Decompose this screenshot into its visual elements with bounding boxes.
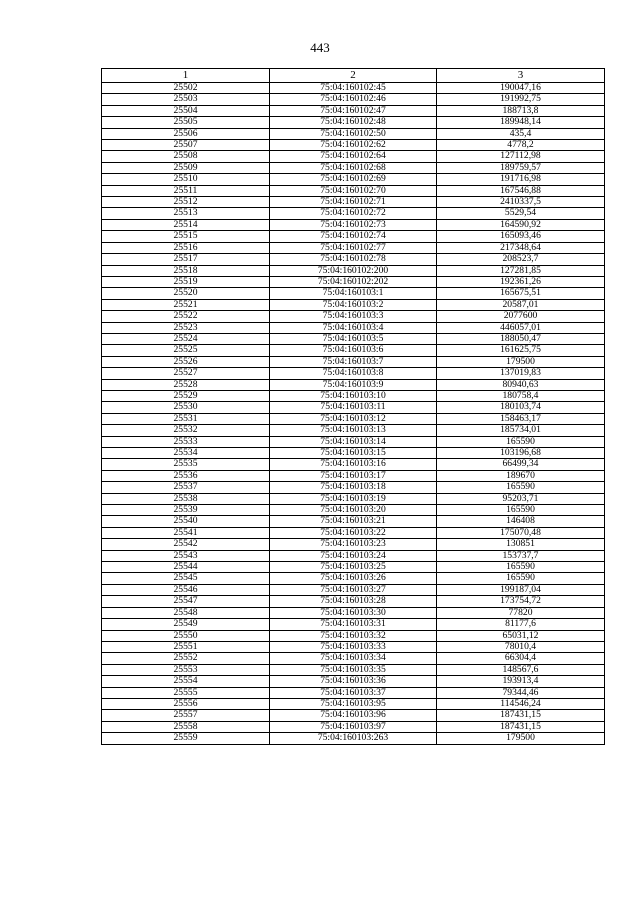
table-row: [102, 687, 605, 698]
table-header: [102, 69, 605, 83]
table-cell: 78010,4: [437, 641, 605, 652]
table-row: [102, 390, 605, 401]
table-cell: 25539: [102, 505, 270, 516]
table-cell: 25549: [102, 619, 270, 630]
table-row: [102, 505, 605, 516]
table-cell: 180758,4: [437, 390, 605, 401]
table-cell: 158463,17: [437, 413, 605, 424]
table-cell: 137019,83: [437, 368, 605, 379]
table-row: [102, 140, 605, 151]
table-cell: 188050,47: [437, 333, 605, 344]
table-cell: 75:04:160102:74: [270, 231, 437, 242]
table-cell: 25511: [102, 185, 270, 196]
table-row: [102, 345, 605, 356]
table-cell: 187431,15: [437, 721, 605, 732]
table-cell: 25529: [102, 390, 270, 401]
table-cell: 114546,24: [437, 698, 605, 709]
table-cell: 25507: [102, 140, 270, 151]
table-cell: 130851: [437, 539, 605, 550]
table-row: [102, 105, 605, 116]
table-cell: 25505: [102, 117, 270, 128]
table-row: [102, 94, 605, 105]
table-row: [102, 197, 605, 208]
table-cell: 25547: [102, 596, 270, 607]
table-cell: 25517: [102, 254, 270, 265]
table-row: [102, 288, 605, 299]
table-cell: 25528: [102, 379, 270, 390]
table-cell: 25534: [102, 448, 270, 459]
table-row: [102, 425, 605, 436]
table-cell: 25521: [102, 299, 270, 310]
table-cell: 25531: [102, 413, 270, 424]
table-cell: 25530: [102, 402, 270, 413]
table-cell: 75:04:160103:32: [270, 630, 437, 641]
table-cell: 25535: [102, 459, 270, 470]
table-cell: 75:04:160103:21: [270, 516, 437, 527]
table-cell: 25509: [102, 162, 270, 173]
table-row: [102, 413, 605, 424]
table-cell: 75:04:160102:45: [270, 83, 437, 94]
table-body: [102, 83, 605, 745]
table-cell: 25546: [102, 584, 270, 595]
table-cell: 127112,98: [437, 151, 605, 162]
table-cell: 192361,26: [437, 276, 605, 287]
column-header: 3: [437, 69, 605, 83]
table-cell: 4778,2: [437, 140, 605, 151]
table-row: [102, 402, 605, 413]
column-header: 2: [270, 69, 437, 83]
table-cell: 75:04:160103:30: [270, 607, 437, 618]
table-cell: 435,4: [437, 128, 605, 139]
table-row: [102, 721, 605, 732]
table-cell: 75:04:160103:17: [270, 470, 437, 481]
table-cell: 75:04:160103:26: [270, 573, 437, 584]
table-cell: 75:04:160103:18: [270, 482, 437, 493]
table-cell: 75:04:160103:27: [270, 584, 437, 595]
table-row: [102, 151, 605, 162]
table-cell: 103196,68: [437, 448, 605, 459]
table-cell: 80940,63: [437, 379, 605, 390]
table-cell: 165093,46: [437, 231, 605, 242]
table-cell: 25559: [102, 733, 270, 744]
table-cell: 25537: [102, 482, 270, 493]
table-cell: 75:04:160103:25: [270, 562, 437, 573]
table-cell: 75:04:160102:71: [270, 197, 437, 208]
table-row: [102, 573, 605, 584]
table-row: [102, 322, 605, 333]
table-cell: 75:04:160102:78: [270, 254, 437, 265]
table-row: [102, 128, 605, 139]
table-cell: 25557: [102, 710, 270, 721]
table-cell: 25532: [102, 425, 270, 436]
table-row: [102, 219, 605, 230]
table-cell: 180103,74: [437, 402, 605, 413]
table-row: [102, 664, 605, 675]
table-cell: 75:04:160103:19: [270, 493, 437, 504]
table-row: [102, 356, 605, 367]
table-cell: 75:04:160103:16: [270, 459, 437, 470]
table-row: [102, 185, 605, 196]
table-cell: 25504: [102, 105, 270, 116]
table-cell: 25550: [102, 630, 270, 641]
table-cell: 190047,16: [437, 83, 605, 94]
table-row: [102, 368, 605, 379]
table-row: [102, 562, 605, 573]
table-row: [102, 584, 605, 595]
table-cell: 25518: [102, 265, 270, 276]
table-row: [102, 607, 605, 618]
table-cell: 165590: [437, 573, 605, 584]
table-cell: 75:04:160102:46: [270, 94, 437, 105]
table-row: [102, 527, 605, 538]
table-cell: 25536: [102, 470, 270, 481]
table-cell: 25516: [102, 242, 270, 253]
table-cell: 189759,57: [437, 162, 605, 173]
table-cell: 75:04:160103:8: [270, 368, 437, 379]
table-row: [102, 596, 605, 607]
table-cell: 217348,64: [437, 242, 605, 253]
table-cell: 75:04:160103:13: [270, 425, 437, 436]
table-cell: 208523,7: [437, 254, 605, 265]
table-cell: 75:04:160103:10: [270, 390, 437, 401]
table-cell: 95203,71: [437, 493, 605, 504]
table-cell: 165590: [437, 436, 605, 447]
table-cell: 191992,75: [437, 94, 605, 105]
table-row: [102, 539, 605, 550]
table-row: [102, 276, 605, 287]
table-row: [102, 379, 605, 390]
table-cell: 25551: [102, 641, 270, 652]
table-row: [102, 619, 605, 630]
table-row: [102, 630, 605, 641]
table-cell: 75:04:160102:77: [270, 242, 437, 253]
table-cell: 187431,15: [437, 710, 605, 721]
table-cell: 25523: [102, 322, 270, 333]
table-cell: 25503: [102, 94, 270, 105]
table-row: [102, 459, 605, 470]
table-cell: 75:04:160103:36: [270, 676, 437, 687]
table-cell: 25520: [102, 288, 270, 299]
table-cell: 173754,72: [437, 596, 605, 607]
table-cell: 75:04:160103:7: [270, 356, 437, 367]
table-cell: 25555: [102, 687, 270, 698]
table-cell: 25513: [102, 208, 270, 219]
table-cell: 75:04:160102:50: [270, 128, 437, 139]
table-row: [102, 698, 605, 709]
table-cell: 25527: [102, 368, 270, 379]
table-cell: 75:04:160102:64: [270, 151, 437, 162]
table-row: [102, 242, 605, 253]
table-cell: 75:04:160102:62: [270, 140, 437, 151]
table-cell: 75:04:160103:31: [270, 619, 437, 630]
table-row: [102, 653, 605, 664]
table-cell: 75:04:160103:15: [270, 448, 437, 459]
table-cell: 25554: [102, 676, 270, 687]
table-cell: 25538: [102, 493, 270, 504]
table-cell: 25548: [102, 607, 270, 618]
table-cell: 25524: [102, 333, 270, 344]
table-row: [102, 493, 605, 504]
table-cell: 165590: [437, 482, 605, 493]
table-cell: 75:04:160103:4: [270, 322, 437, 333]
table-cell: 25558: [102, 721, 270, 732]
table-row: [102, 311, 605, 322]
table-cell: 25512: [102, 197, 270, 208]
table-cell: 165590: [437, 505, 605, 516]
table-cell: 25553: [102, 664, 270, 675]
table-cell: 75:04:160103:263: [270, 733, 437, 744]
header-row: [102, 69, 605, 83]
table-cell: 79344,46: [437, 687, 605, 698]
table-cell: 75:04:160103:12: [270, 413, 437, 424]
table-row: [102, 174, 605, 185]
table-cell: 153737,7: [437, 550, 605, 561]
table-cell: 75:04:160103:33: [270, 641, 437, 652]
table-cell: 75:04:160102:48: [270, 117, 437, 128]
table-cell: 5529,54: [437, 208, 605, 219]
table-cell: 75:04:160103:3: [270, 311, 437, 322]
table-cell: 75:04:160103:28: [270, 596, 437, 607]
table-cell: 2410337,5: [437, 197, 605, 208]
table-cell: 75:04:160102:68: [270, 162, 437, 173]
table-cell: 185734,01: [437, 425, 605, 436]
table-row: [102, 333, 605, 344]
table-cell: 25515: [102, 231, 270, 242]
table-cell: 167546,88: [437, 185, 605, 196]
table-cell: 189670: [437, 470, 605, 481]
table-cell: 25508: [102, 151, 270, 162]
table-row: [102, 83, 605, 94]
table-cell: 77820: [437, 607, 605, 618]
table-row: [102, 470, 605, 481]
table-cell: 75:04:160103:20: [270, 505, 437, 516]
table-cell: 25514: [102, 219, 270, 230]
table-cell: 148567,6: [437, 664, 605, 675]
table-cell: 75:04:160102:69: [270, 174, 437, 185]
table-cell: 75:04:160103:5: [270, 333, 437, 344]
table-cell: 127281,85: [437, 265, 605, 276]
table-cell: 146408: [437, 516, 605, 527]
table-cell: 165675,51: [437, 288, 605, 299]
table-cell: 75:04:160103:34: [270, 653, 437, 664]
table-cell: 65031,12: [437, 630, 605, 641]
table-cell: 25519: [102, 276, 270, 287]
table-cell: 25510: [102, 174, 270, 185]
table-row: [102, 231, 605, 242]
table-row: [102, 265, 605, 276]
table-cell: 25544: [102, 562, 270, 573]
table-cell: 75:04:160102:47: [270, 105, 437, 116]
data-table: [101, 68, 605, 745]
column-header: 1: [102, 69, 270, 83]
table-cell: 188713,8: [437, 105, 605, 116]
table-cell: 75:04:160102:73: [270, 219, 437, 230]
table-row: [102, 208, 605, 219]
table-cell: 66304,4: [437, 653, 605, 664]
table-cell: 25543: [102, 550, 270, 561]
table-cell: 75:04:160103:97: [270, 721, 437, 732]
table-row: [102, 550, 605, 561]
table-row: [102, 710, 605, 721]
table-row: [102, 733, 605, 744]
table-cell: 75:04:160103:96: [270, 710, 437, 721]
table-cell: 189948,14: [437, 117, 605, 128]
table-cell: 25552: [102, 653, 270, 664]
table-cell: 75:04:160103:22: [270, 527, 437, 538]
table-cell: 25545: [102, 573, 270, 584]
table-cell: 25556: [102, 698, 270, 709]
table-cell: 161625,75: [437, 345, 605, 356]
table-cell: 191716,98: [437, 174, 605, 185]
table-cell: 25525: [102, 345, 270, 356]
table-row: [102, 299, 605, 310]
table-cell: 179500: [437, 733, 605, 744]
table-row: [102, 482, 605, 493]
table-row: [102, 676, 605, 687]
table-cell: 75:04:160103:95: [270, 698, 437, 709]
table-cell: 75:04:160103:35: [270, 664, 437, 675]
table-cell: 75:04:160103:24: [270, 550, 437, 561]
table-cell: 25522: [102, 311, 270, 322]
table-cell: 81177,6: [437, 619, 605, 630]
table-cell: 75:04:160103:11: [270, 402, 437, 413]
table-row: [102, 436, 605, 447]
table-cell: 164590,92: [437, 219, 605, 230]
table-row: [102, 641, 605, 652]
table-cell: 25541: [102, 527, 270, 538]
table-row: [102, 516, 605, 527]
table-cell: 66499,34: [437, 459, 605, 470]
table-cell: 75:04:160102:200: [270, 265, 437, 276]
table-row: [102, 162, 605, 173]
table-cell: 75:04:160103:1: [270, 288, 437, 299]
table-cell: 75:04:160102:70: [270, 185, 437, 196]
table-cell: 75:04:160103:37: [270, 687, 437, 698]
table-cell: 165590: [437, 562, 605, 573]
table-row: [102, 117, 605, 128]
table-cell: 179500: [437, 356, 605, 367]
table-cell: 75:04:160103:2: [270, 299, 437, 310]
table-cell: 20587,01: [437, 299, 605, 310]
table-cell: 2077600: [437, 311, 605, 322]
table-cell: 75:04:160103:6: [270, 345, 437, 356]
table-cell: 25540: [102, 516, 270, 527]
table-cell: 75:04:160103:23: [270, 539, 437, 550]
table-cell: 446057,01: [437, 322, 605, 333]
table-cell: 193913,4: [437, 676, 605, 687]
table-cell: 75:04:160102:202: [270, 276, 437, 287]
table-cell: 25502: [102, 83, 270, 94]
table-cell: 25533: [102, 436, 270, 447]
table-row: [102, 254, 605, 265]
table-row: [102, 448, 605, 459]
table-cell: 25526: [102, 356, 270, 367]
table-cell: 175070,48: [437, 527, 605, 538]
table-cell: 75:04:160103:14: [270, 436, 437, 447]
table-cell: 199187,04: [437, 584, 605, 595]
page-number: 443: [310, 40, 330, 55]
table-cell: 25542: [102, 539, 270, 550]
table-cell: 25506: [102, 128, 270, 139]
table-cell: 75:04:160103:9: [270, 379, 437, 390]
table-cell: 75:04:160102:72: [270, 208, 437, 219]
